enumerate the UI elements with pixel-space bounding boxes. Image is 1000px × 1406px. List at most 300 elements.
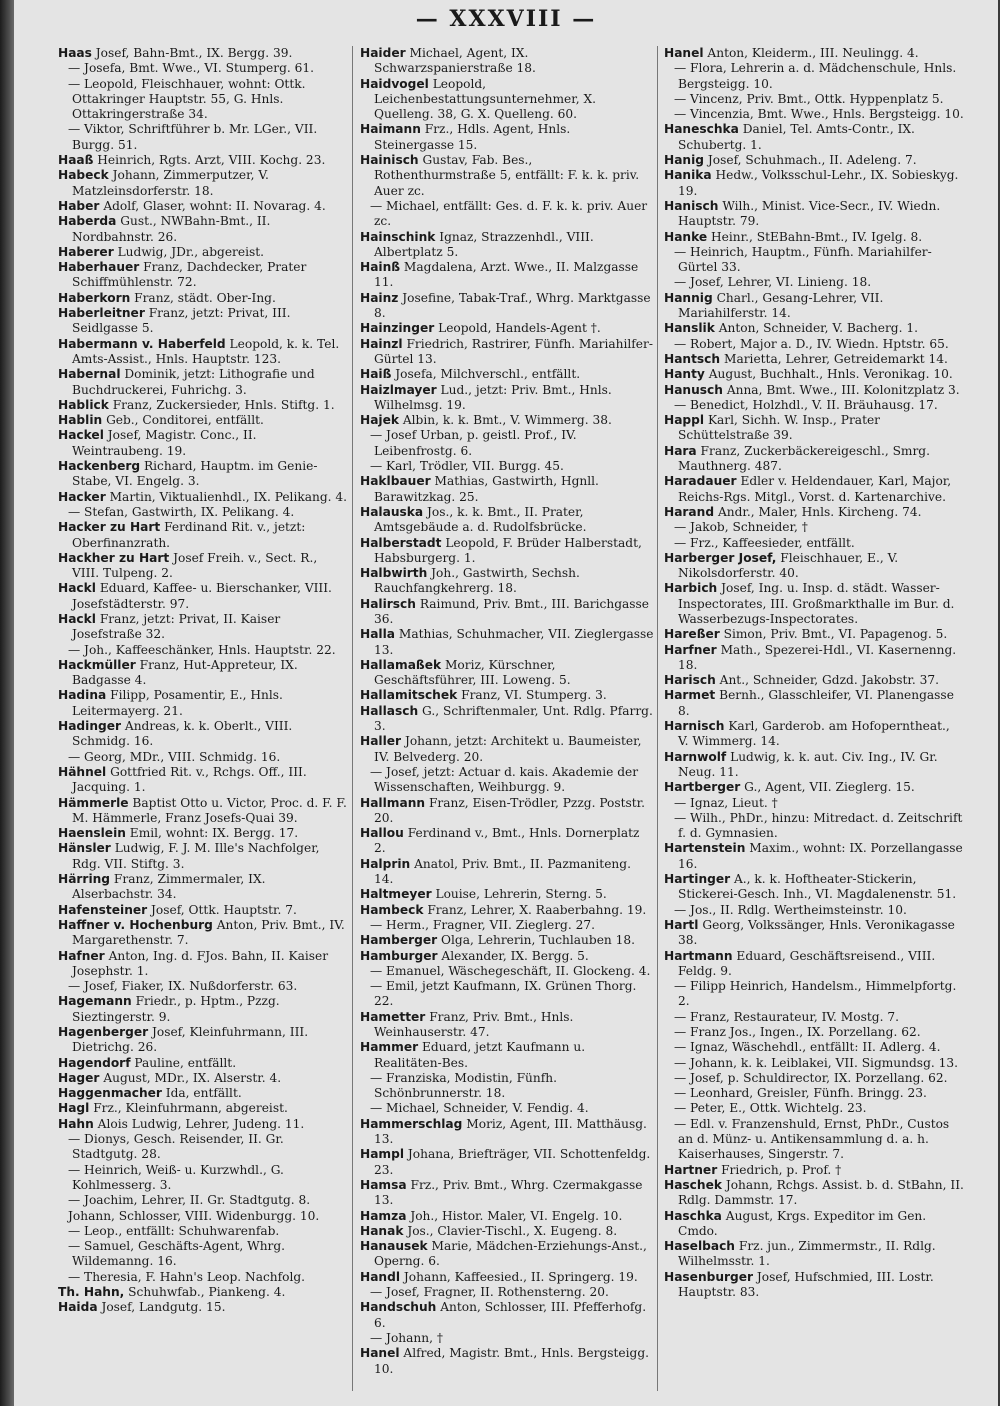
directory-entry [360, 566, 654, 597]
entry-details: Alfred, Magistr. Bmt., Hnls. Bergsteigg. 10. [374, 1346, 649, 1376]
entry-details: Josef, Ing. u. Insp. d. städt. Wasser-Inspectorates, III. Großmarkthalle im Bur. d. Wasserbezugs-Inspectorates. [678, 581, 955, 626]
directory-entry [664, 107, 964, 122]
entry-details: Moriz, Agent, III. Matthäusg. 13. [374, 1116, 647, 1147]
directory-entry [360, 383, 654, 414]
directory-entry [58, 719, 348, 750]
entry-details: Gustav, Fab. Bes., Rothenthurmstraße 5, entfällt: F. k. k. priv. Auer zc. [374, 153, 640, 198]
entry-surname: Hanke [664, 229, 708, 244]
entry-details: G., Agent, VII. Zieglerg. 15. [744, 780, 915, 795]
entry-surname: Halirsch [360, 596, 416, 611]
directory-entry [58, 122, 348, 153]
directory-entry [360, 337, 654, 368]
directory-entry [360, 658, 654, 689]
directory-entry [360, 230, 654, 261]
entry-details: Anton, Schlosser, III. Pfefferhofg. 6. [374, 1300, 647, 1330]
directory-entry [664, 1101, 964, 1116]
entry-details: Hedw., Volksschul-Lehr., IX. Sobieskyg. 19. [678, 168, 959, 198]
directory-entry [360, 1270, 654, 1285]
entry-surname: Haberda [58, 214, 117, 229]
entry-details: Ludwig, JDr., abgereist. [117, 244, 265, 259]
directory-entry [360, 964, 654, 979]
entry-surname: Halla [360, 627, 396, 642]
entry-surname: Hackmüller [58, 657, 136, 672]
directory-entry [360, 291, 654, 322]
directory-entry [58, 1224, 348, 1239]
entry-details: — Samuel, Geschäfts-Agent, Whrg. Wildemanng. 16. [68, 1239, 286, 1269]
directory-entry [360, 1285, 654, 1300]
directory-entry [664, 627, 964, 642]
entry-details: Charl., Gesang-Lehrer, VII. Mariahilferstr. 14. [678, 290, 884, 321]
entry-details: — Josef, Fiaker, IX. Nußdorferstr. 63. [68, 979, 298, 994]
entry-details: — Emil, jetzt Kaufmann, IX. Grünen Thorg. 22. [370, 979, 637, 1009]
entry-details: Moriz, Kürschner, Geschäftsführer, III. Loweng. 5. [374, 657, 571, 688]
entry-surname: Hareßer [664, 627, 720, 642]
entry-surname: Hainzinger [360, 321, 435, 336]
directory-entry [360, 979, 654, 1010]
entry-details: Franz, Dachdecker, Prater Schiffmühlenstr. 72. [72, 260, 307, 290]
directory-entry [664, 1117, 964, 1163]
entry-details: Johann, Kaffeesied., II. Springerg. 19. [403, 1269, 638, 1284]
entry-surname: Hähnel [58, 764, 107, 779]
directory-entry [664, 275, 964, 290]
entry-surname: Hambeck [360, 902, 424, 917]
entry-details: Josef, Bahn-Bmt., IX. Bergg. 39. [95, 46, 293, 60]
directory-entry [664, 1209, 964, 1240]
directory-entry [664, 230, 964, 245]
directory-entry [58, 841, 348, 872]
directory-entry [360, 428, 654, 459]
directory-entry [664, 398, 964, 413]
entry-surname: Hadina [58, 688, 107, 703]
directory-entry [58, 77, 348, 123]
entry-details: Franz, Zuckerbäckereigeschl., Smrg. Mauthnerg. 487. [678, 443, 930, 474]
entry-surname: Habermann v. Haberfeld [58, 336, 226, 351]
entry-surname: Hamsa [360, 1177, 407, 1192]
entry-details: Albin, k. k. Bmt., V. Wimmerg. 38. [402, 413, 612, 428]
entry-details: Johann, Rchgs. Assist. b. d. StBahn, II. Rdlg. Dammstr. 17. [678, 1177, 964, 1208]
entry-details: — Jos., II. Rdlg. Wertheimsteinstr. 10. [674, 902, 907, 917]
entry-details: — Johann, † [370, 1330, 443, 1345]
entry-details: Filipp, Posamentir, E., Hnls. Leitermayerg. 21. [72, 688, 283, 718]
entry-details: Leopold, Handels-Agent †. [438, 321, 601, 336]
entry-details: — Leonhard, Greisler, Fünfh. Bringg. 23. [674, 1086, 927, 1101]
entry-details: Franz, Priv. Bmt., Hnls. Weinhauserstr. 47. [374, 1009, 574, 1039]
entry-details: — Leop., entfällt: Schuhwarenfab. [68, 1223, 280, 1238]
entry-details: — Ignaz, Lieut. † [674, 795, 778, 810]
entry-details: — Herm., Fragner, VII. Zieglerg. 27. [370, 917, 595, 932]
entry-details: Anatol, Priv. Bmt., II. Pazmaniteng. 14. [374, 856, 631, 887]
entry-surname: Hammerschlag [360, 1116, 463, 1131]
directory-entry [664, 413, 964, 444]
directory-entry [664, 1178, 964, 1209]
entry-details: Ludwig, F. J. M. Ille's Nachfolger, Rdg. VII. Stiftg. 3. [72, 841, 320, 871]
entry-details: Georg, Volkssänger, Hnls. Veronikagasse 38. [678, 917, 955, 948]
entry-details: Friedrich, Rastrirer, Fünfh. Mariahilfer-Gürtel 13. [374, 336, 653, 366]
entry-surname: Halbwirth [360, 566, 428, 581]
entry-surname: Haggenmacher [58, 1086, 162, 1101]
entry-details: — Theresia, F. Hahn's Leop. Nachfolg. [68, 1269, 306, 1284]
entry-details: — Dionys, Gesch. Reisender, II. Gr. Stadtgutg. 28. [68, 1132, 284, 1162]
entry-details: Edler v. Heldendauer, Karl, Major, Reichs-Rgs. Mitgl., Vorst. d. Kartenarchive. [678, 474, 952, 504]
directory-entry [58, 765, 348, 796]
directory-entry [664, 872, 964, 903]
directory-entry [360, 826, 654, 857]
entry-details: Adolf, Glaser, wohnt: II. Novarag. 4. [103, 198, 326, 213]
entry-details: Franz, Hut-Appreteur, IX. Badgasse 4. [72, 657, 298, 688]
entry-details: Josef, Hufschmied, III. Lostr. Hauptstr. 83. [678, 1269, 934, 1300]
entry-surname: Harand [664, 504, 715, 519]
entry-details: Anton, Kleiderm., III. Neulingg. 4. [707, 46, 919, 60]
directory-entry [58, 551, 348, 582]
entry-surname: Hallmann [360, 795, 426, 810]
entry-details: — Vincenzia, Bmt. Wwe., Hnls. Bergsteigg. 10. [674, 107, 964, 122]
directory-entry [58, 1285, 348, 1300]
entry-details: Lud., jetzt: Priv. Bmt., Hnls. Wilhelmsg. 19. [374, 382, 612, 412]
directory-entry [664, 1056, 964, 1071]
entry-details: Leopold, k. k. Tel. Amts-Assist., Hnls. Hauptstr. 123. [72, 336, 340, 366]
entry-surname: Haller [360, 734, 402, 749]
directory-entry [58, 1056, 348, 1071]
directory-entry [664, 321, 964, 336]
directory-entry [58, 1239, 348, 1270]
entry-surname: Hablick [58, 397, 109, 412]
directory-entry [664, 1071, 964, 1086]
directory-entry [664, 536, 964, 551]
directory-entry [58, 490, 348, 505]
directory-entry [664, 949, 964, 980]
entry-surname: Harberger Josef, [664, 550, 777, 565]
entry-surname: Hartenstein [664, 841, 746, 856]
directory-entry [360, 1346, 654, 1377]
directory-entry [58, 260, 348, 291]
entry-details: Josefine, Tabak-Traf., Whrg. Marktgasse 8. [374, 290, 651, 321]
entry-details: Leopold, F. Brüder Halberstadt, Habsburgerg. 1. [374, 535, 642, 565]
directory-entry [360, 1117, 654, 1148]
entry-surname: Haklbauer [360, 474, 431, 489]
directory-entry [58, 994, 348, 1025]
entry-details: Franz, Lehrer, X. Raaberbahng. 19. [427, 902, 647, 917]
directory-entry [360, 321, 654, 336]
directory-entry [58, 367, 348, 398]
directory-entry [360, 918, 654, 933]
directory-entry [58, 643, 348, 658]
directory-entry [664, 688, 964, 719]
directory-entry [58, 245, 348, 260]
directory-entry [58, 658, 348, 689]
directory-entry [58, 61, 348, 76]
entry-surname: Haidvogel [360, 76, 429, 91]
entry-details: Gottfried Rit. v., Rchgs. Off., III. Jacquing. 1. [72, 764, 307, 795]
directory-entry [58, 688, 348, 719]
entry-surname: Hartberger [664, 780, 741, 795]
entry-surname: Handl [360, 1269, 401, 1284]
entry-details: Alexander, IX. Bergg. 5. [441, 948, 589, 963]
entry-surname: Haiß [360, 367, 392, 382]
entry-details: — Josef, Fragner, II. Rothensterng. 20. [370, 1285, 609, 1300]
entry-surname: Hanusch [664, 382, 723, 397]
directory-entry [58, 1086, 348, 1101]
entry-surname: Haida [58, 1300, 98, 1315]
entry-surname: Haberer [58, 244, 114, 259]
directory-entry [664, 903, 964, 918]
entry-details: Frz., Kleinfuhrmann, abgereist. [93, 1101, 288, 1116]
directory-entry [664, 1239, 964, 1270]
book-binding [0, 0, 14, 1406]
entry-surname: Hartinger [664, 872, 731, 887]
entry-surname: Harfner [664, 642, 717, 657]
directory-entry [360, 1300, 654, 1331]
entry-surname: Hainzl [360, 336, 403, 351]
entry-surname: Haizlmayer [360, 382, 437, 397]
entry-details: August, Buchhalt., Hnls. Veronikag. 10. [708, 367, 953, 382]
entry-details: — Josef, p. Schuldirector, IX. Porzellang. 62. [674, 1070, 948, 1085]
entry-surname: Hajek [360, 413, 399, 428]
entry-details: Johann, jetzt: Architekt u. Baumeister, IV. Belvederg. 20. [374, 734, 642, 764]
entry-surname: Harmet [664, 688, 716, 703]
directory-entry [664, 918, 964, 949]
directory-entry [58, 1025, 348, 1056]
directory-entry [360, 260, 654, 291]
entry-details: Anton, Priv. Bmt., IV. Margarethenstr. 7. [72, 917, 345, 948]
page-number: — XXXVIII — [415, 6, 597, 32]
entry-details: Michael, Agent, IX. Schwarzspanierstraße 18. [374, 46, 536, 76]
directory-entry [664, 811, 964, 842]
directory-entry [664, 780, 964, 795]
directory-entry [360, 199, 654, 230]
entry-details: — Michael, entfällt: Ges. d. F. k. k. priv. Auer zc. [370, 198, 648, 229]
entry-surname: Hara [664, 443, 697, 458]
entry-surname: Harnisch [664, 719, 725, 734]
entry-surname: Hagemann [58, 994, 132, 1009]
entry-surname: Haber [58, 198, 100, 213]
entry-surname: Habeck [58, 168, 109, 183]
directory-entry [664, 841, 964, 872]
directory-entry [360, 1101, 654, 1116]
column-2 [360, 46, 654, 1391]
directory-entry [664, 168, 964, 199]
entry-details: Dominik, jetzt: Lithografie und Buchdruckerei, Fuhrichg. 3. [72, 367, 315, 397]
entry-details: — Joachim, Lehrer, II. Gr. Stadtgutg. 8. [68, 1193, 311, 1208]
entry-surname: Hahn [58, 1116, 94, 1131]
entry-surname: Hainz [360, 290, 399, 305]
directory-entry [58, 796, 348, 827]
directory-entry [664, 1163, 964, 1178]
entry-details: — Robert, Major a. D., IV. Wiedn. Hptstr. 65. [674, 336, 949, 351]
entry-surname: Hannig [664, 290, 713, 305]
directory-entry [664, 444, 964, 475]
entry-surname: Hackl [58, 611, 96, 626]
directory-entry [360, 933, 654, 948]
entry-surname: Hallamitschek [360, 688, 458, 703]
entry-details: Marietta, Lehrer, Getreidemarkt 14. [723, 351, 948, 366]
entry-details: Ant., Schneider, Gdzd. Jakobstr. 37. [719, 673, 940, 688]
entry-details: Josefa, Milchverschl., entfällt. [395, 367, 581, 382]
directory-entry [58, 903, 348, 918]
directory-entry [360, 734, 654, 765]
entry-details: Jos., k. k. Bmt., II. Prater, Amtsgebäude a. d. Rudolfsbrücke. [374, 504, 587, 535]
entry-details: Anton, Schneider, V. Bacherg. 1. [718, 321, 918, 336]
entry-details: Joh., Histor. Maler, VI. Engelg. 10. [410, 1208, 623, 1223]
entry-details: Bernh., Glasschleifer, VI. Planengasse 8. [678, 688, 954, 718]
directory-entry [58, 306, 348, 337]
directory-entry [664, 245, 964, 276]
entry-details: Karl, Sichh. W. Insp., Prater Schüttelstraße 39. [678, 413, 881, 443]
entry-surname: Haselbach [664, 1239, 735, 1254]
directory-entry [664, 122, 964, 153]
entry-details: Mathias, Schuhmacher, VII. Zieglergasse 13. [374, 627, 654, 657]
directory-entry [360, 765, 654, 796]
directory-entry [360, 627, 654, 658]
directory-entry [360, 597, 654, 628]
entry-details: Ferdinand Rit. v., jetzt: Oberfinanzrath. [72, 520, 306, 550]
entry-details: Franz, VI. Stumperg. 3. [461, 688, 607, 703]
entry-surname: Haimann [360, 122, 421, 137]
entry-surname: Hamberger [360, 933, 438, 948]
directory-entry [58, 1193, 348, 1208]
entry-details: — Joh., Kaffeeschänker, Hnls. Hauptstr. 22. [68, 642, 336, 657]
entry-surname: Hartmann [664, 948, 733, 963]
entry-surname: Hadinger [58, 719, 122, 734]
directory-entry [360, 122, 654, 153]
directory-entry [58, 949, 348, 980]
entry-details: — Viktor, Schriftführer b. Mr. LGer., VII. Burgg. 51. [68, 122, 318, 152]
directory-entry [664, 153, 964, 168]
entry-details: — Leopold, Fleischhauer, wohnt: Ottk. Ottakringer Hauptstr. 55, G. Hnls. Ottakringerstraße 34. [68, 76, 306, 122]
entry-details: Josef, Magistr. Conc., II. Weintraubeng. 19. [72, 428, 257, 458]
entry-surname: Habernal [58, 367, 121, 382]
directory-entry [360, 153, 654, 199]
directory-entry [664, 673, 964, 688]
entry-surname: Harisch [664, 673, 716, 688]
entry-details: Frz., Hdls. Agent, Hnls. Steinergasse 15. [374, 122, 571, 152]
entry-surname: Hanel [360, 1346, 400, 1361]
entry-surname: Hanel [664, 46, 704, 60]
directory-entry [664, 367, 964, 382]
directory-entry [664, 474, 964, 505]
entry-surname: Hagendorf [58, 1055, 131, 1070]
entry-details: A., k. k. Hoftheater-Stickerin, Stickerei-Gesch. Inh., VI. Magdalenenstr. 51. [678, 872, 957, 902]
entry-surname: Haschek [664, 1177, 722, 1192]
entry-surname: Hampl [360, 1147, 405, 1162]
directory-entry [664, 979, 964, 1010]
entry-details: Eduard, jetzt Kaufmann u. Realitäten-Bes. [374, 1040, 586, 1070]
entry-surname: Halauska [360, 504, 424, 519]
entry-details: — Benedict, Holzhdl., V. II. Bräuhausg. 17. [674, 397, 938, 412]
entry-surname: Hartner [664, 1162, 718, 1177]
entry-surname: Halprin [360, 856, 411, 871]
directory-entry [58, 1163, 348, 1194]
entry-details: — Vincenz, Priv. Bmt., Ottk. Hyppenplatz 5. [674, 91, 944, 106]
directory-entry [360, 1224, 654, 1239]
entry-details: Friedrich, p. Prof. † [721, 1162, 842, 1177]
entry-details: Franz, jetzt: Privat, II. Kaiser Josefstraße 32. [72, 611, 281, 642]
directory-entry [58, 581, 348, 612]
entry-details: Eduard, Kaffee- u. Bierschanker, VIII. Josefstädterstr. 97. [72, 581, 332, 611]
entry-surname: Hamburger [360, 948, 438, 963]
entry-surname: Hagl [58, 1101, 90, 1116]
entry-details: August, MDr., IX. Alserstr. 4. [103, 1070, 282, 1085]
entry-details: — Frz., Kaffeesieder, entfällt. [674, 535, 855, 550]
directory-entry [360, 1071, 654, 1102]
entry-details: Ferdinand v., Bmt., Hnls. Dornerplatz 2. [374, 826, 640, 856]
entry-surname: Hanak [360, 1223, 404, 1238]
entry-surname: Handschuh [360, 1300, 437, 1315]
directory-entry [58, 413, 348, 428]
directory-entry [58, 398, 348, 413]
directory-entry [360, 704, 654, 735]
entry-details: Johana, Briefträger, VII. Schottenfeldg. 23. [374, 1147, 651, 1177]
directory-entry [58, 612, 348, 643]
entry-surname: Hartl [664, 917, 699, 932]
directory-entry [58, 153, 348, 168]
entry-surname: Hafner [58, 948, 105, 963]
entry-surname: Hackher zu Hart [58, 550, 170, 565]
entry-surname: Hacker zu Hart [58, 520, 161, 535]
entry-details: Franz, Zuckersieder, Hnls. Stiftg. 1. [112, 397, 335, 412]
entry-details: Gust., NWBahn-Bmt., II. Nordbahnstr. 26. [72, 214, 271, 244]
entry-details: Pauline, entfällt. [134, 1055, 237, 1070]
directory-entry [664, 46, 964, 61]
directory-entry [360, 1331, 654, 1346]
entry-details: Josef Freih. v., Sect. R., VIII. Tulpeng. 2. [72, 550, 318, 581]
directory-entry [664, 92, 964, 107]
entry-surname: Hallamaßek [360, 657, 442, 672]
directory-entry [58, 459, 348, 490]
entry-surname: Hainß [360, 260, 401, 275]
entry-surname: Hämmerle [58, 795, 129, 810]
entry-details: Baptist Otto u. Victor, Proc. d. F. F. M. Hämmerle, Franz Josefs-Quai 39. [72, 795, 347, 825]
directory-entry [58, 826, 348, 841]
entry-surname: Hafensteiner [58, 902, 148, 917]
entry-details: Johann, Schlosser, VIII. Widenburgg. 10. [68, 1208, 320, 1223]
entry-details: Alois Ludwig, Lehrer, Judeng. 11. [97, 1116, 305, 1131]
entry-details: Frz., Priv. Bmt., Whrg. Czermakgasse 13. [374, 1177, 643, 1208]
entry-details: Heinr., StEBahn-Bmt., IV. Igelg. 8. [711, 229, 923, 244]
entry-details: — Karl, Trödler, VII. Burgg. 45. [370, 459, 564, 474]
directory-entry [360, 796, 654, 827]
entry-details: Anna, Bmt. Wwe., III. Kolonitzplatz 3. [726, 382, 960, 397]
entry-surname: Haberleitner [58, 306, 145, 321]
column-3 [664, 46, 964, 1391]
entry-details: Richard, Hauptm. im Genie-Stabe, VI. Engelg. 3. [72, 459, 318, 489]
directory-entry [664, 551, 964, 582]
directory-entry [664, 61, 964, 92]
entry-details: Johann, Zimmerputzer, V. Matzleinsdorferstr. 18. [72, 168, 269, 198]
entry-details: Josef, Ottk. Hauptstr. 7. [151, 902, 297, 917]
entry-details: Ida, entfällt. [165, 1086, 242, 1101]
entry-details: Josef, Schuhmach., II. Adeleng. 7. [707, 153, 917, 168]
directory-page [14, 0, 998, 1406]
directory-entry [360, 77, 654, 123]
entry-details: August, Krgs. Expeditor im Gen. Cmdo. [678, 1208, 927, 1238]
entry-details: Anton, Ing. d. FJos. Bahn, II. Kaiser Josephstr. 1. [72, 948, 329, 978]
entry-surname: Hanisch [664, 198, 719, 213]
entry-details: — Josefa, Bmt. Wwe., VI. Stumperg. 61. [68, 61, 315, 76]
directory-entry [360, 367, 654, 382]
entry-details: — Josef, jetzt: Actuar d. kais. Akademie der Wissenschaften, Weihburgg. 9. [370, 764, 639, 795]
entry-details: Friedr., p. Hptm., Pzzg. Sieztingerstr. 9. [72, 994, 280, 1024]
entry-surname: Hallasch [360, 703, 419, 718]
entry-surname: Hainschink [360, 229, 436, 244]
entry-details: Josef, Landgutg. 15. [101, 1300, 226, 1315]
entry-surname: Haradauer [664, 474, 737, 489]
entry-surname: Hanika [664, 168, 712, 183]
directory-entry [360, 1147, 654, 1178]
directory-entry [58, 291, 348, 306]
entry-surname: Hacker [58, 489, 106, 504]
entry-details: — Josef, Lehrer, VI. Linieng. 18. [674, 275, 872, 290]
entry-details: — Ignaz, Wäschehdl., entfällt: II. Adlerg. 4. [674, 1040, 941, 1055]
